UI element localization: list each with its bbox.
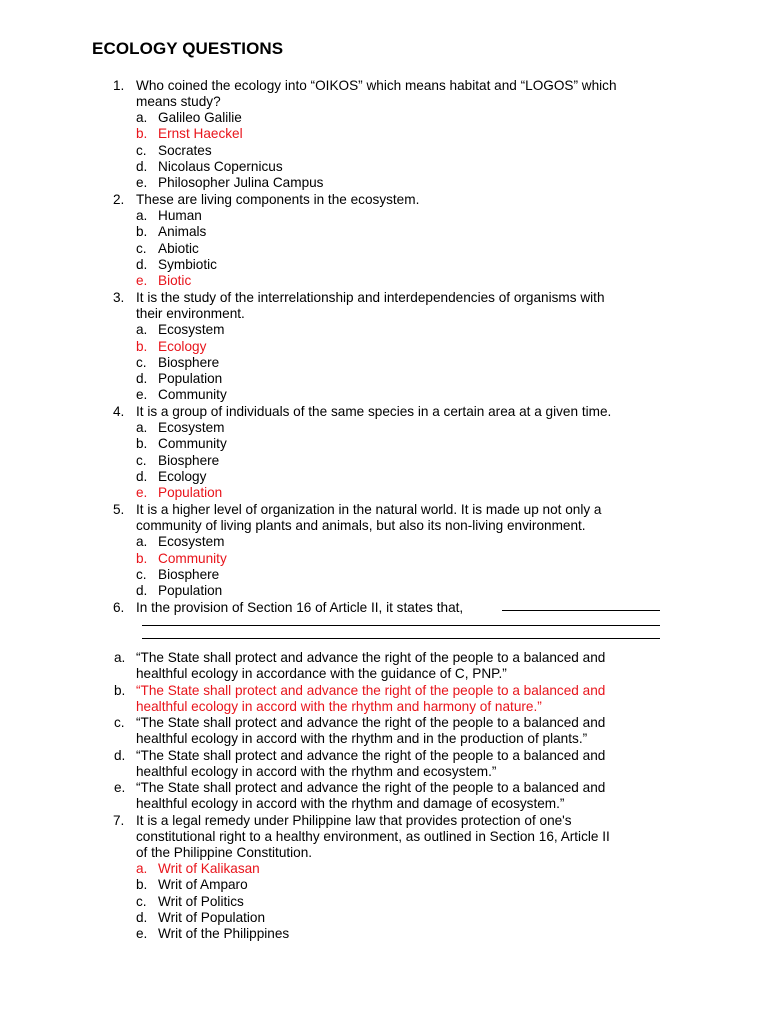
option-letter: c.	[136, 567, 147, 582]
question-number: 2.	[113, 192, 125, 207]
option-text: Philosopher Julina Campus	[158, 175, 324, 190]
option-letter: e.	[114, 780, 126, 795]
question-number: 7.	[113, 813, 125, 828]
option-letter: a.	[136, 110, 148, 125]
question-number: 6.	[113, 600, 125, 615]
answer-option-text: Community	[158, 551, 227, 566]
option-letter: c.	[114, 715, 125, 730]
question-text: It is a group of individuals of the same species in a certain area at a given time.	[136, 404, 612, 419]
question-text: It is a higher level of organization in the natural world. It is made up not only a	[136, 502, 602, 517]
option-text: Population	[158, 583, 223, 598]
option-letter: e.	[136, 387, 148, 402]
option-letter: d.	[136, 159, 148, 174]
answer-option-letter: a.	[136, 861, 148, 876]
option-letter: b.	[136, 224, 148, 239]
option-text: Human	[158, 208, 202, 223]
option-text: “The State shall protect and advance the right of the people to a balanced and	[136, 650, 606, 665]
answer-option-letter: b.	[136, 126, 148, 141]
option-text: Community	[158, 387, 227, 402]
answer-option-text: Population	[158, 485, 223, 500]
option-text: Animals	[158, 224, 207, 239]
option-letter: b.	[136, 877, 148, 892]
option-text: Ecology	[158, 469, 207, 484]
answer-option-letter: b.	[136, 339, 148, 354]
question-text: In the provision of Section 16 of Article II, it states that,	[136, 600, 464, 615]
page-title: ECOLOGY QUESTIONS	[92, 39, 284, 58]
answer-option-text: healthful ecology in accord with the rhythm and harmony of nature.”	[136, 699, 542, 714]
answer-option-text: Writ of Kalikasan	[158, 861, 260, 876]
option-letter: b.	[114, 683, 126, 698]
question-text: Who coined the ecology into “OIKOS” which means habitat and “LOGOS” which	[136, 78, 617, 93]
option-text: Socrates	[158, 143, 212, 158]
blank-line	[142, 638, 660, 639]
option-text: Biosphere	[158, 567, 220, 582]
answer-option-letter: e.	[136, 485, 148, 500]
question-number: 3.	[113, 290, 125, 305]
question-text: means study?	[136, 94, 221, 109]
question-number: 1.	[113, 78, 125, 93]
option-letter: a.	[136, 208, 148, 223]
answer-option-letter: e.	[136, 273, 148, 288]
option-letter: c.	[136, 355, 147, 370]
question-text: It is the study of the interrelationship and interdependencies of organisms with	[136, 290, 605, 305]
option-letter: b.	[136, 436, 148, 451]
option-text: healthful ecology in accord with the rhythm and damage of ecosystem.”	[136, 796, 565, 811]
option-text: “The State shall protect and advance the right of the people to a balanced and	[136, 748, 606, 763]
blank-line	[142, 625, 660, 626]
option-text: “The State shall protect and advance the right of the people to a balanced and	[136, 780, 606, 795]
option-text: Biosphere	[158, 453, 220, 468]
option-letter: a.	[114, 650, 126, 665]
option-text: healthful ecology in accord with the rhythm and in the production of plants.”	[136, 731, 588, 746]
option-text: Ecosystem	[158, 534, 225, 549]
option-text: Ecosystem	[158, 322, 225, 337]
option-letter: e.	[136, 926, 148, 941]
option-text: Symbiotic	[158, 257, 217, 272]
option-text: Writ of Amparo	[158, 877, 248, 892]
option-letter: e.	[136, 175, 148, 190]
option-letter: d.	[136, 371, 148, 386]
question-text: their environment.	[136, 306, 245, 321]
option-letter: c.	[136, 143, 147, 158]
option-text: Community	[158, 436, 227, 451]
option-letter: d.	[136, 469, 148, 484]
option-text: Biosphere	[158, 355, 220, 370]
question-text: constitutional right to a healthy environment, as outlined in Section 16, Article II	[136, 829, 610, 844]
option-text: Abiotic	[158, 241, 199, 256]
option-text: “The State shall protect and advance the right of the people to a balanced and	[136, 715, 606, 730]
option-letter: c.	[136, 894, 147, 909]
option-letter: c.	[136, 453, 147, 468]
option-letter: d.	[114, 748, 126, 763]
option-text: Population	[158, 371, 223, 386]
answer-option-text: Ernst Haeckel	[158, 126, 243, 141]
option-text: Galileo Galilie	[158, 110, 242, 125]
answer-option-text: Ecology	[158, 339, 207, 354]
option-text: healthful ecology in accord with the rhythm and ecosystem.”	[136, 764, 497, 779]
option-letter: c.	[136, 241, 147, 256]
option-letter: a.	[136, 322, 148, 337]
option-text: Writ of Politics	[158, 894, 244, 909]
option-text: Writ of Population	[158, 910, 266, 925]
question-number: 4.	[113, 404, 125, 419]
option-text: healthful ecology in accordance with the guidance of C, PNP.”	[136, 666, 507, 681]
option-text: Writ of the Philippines	[158, 926, 290, 941]
option-letter: d.	[136, 583, 148, 598]
option-letter: a.	[136, 534, 148, 549]
option-text: Ecosystem	[158, 420, 225, 435]
answer-option-letter: b.	[136, 551, 148, 566]
answer-option-text: “The State shall protect and advance the right of the people to a balanced and	[136, 683, 606, 698]
answer-option-text: Biotic	[158, 273, 192, 288]
question-text: It is a legal remedy under Philippine law that provides protection of one's	[136, 813, 572, 828]
question-text: of the Philippine Constitution.	[136, 845, 313, 860]
option-letter: a.	[136, 420, 148, 435]
question-text: These are living components in the ecosystem.	[136, 192, 420, 207]
option-letter: d.	[136, 910, 148, 925]
question-text: community of living plants and animals, but also its non-living environment.	[136, 518, 586, 533]
question-number: 5.	[113, 502, 125, 517]
option-letter: d.	[136, 257, 148, 272]
option-text: Nicolaus Copernicus	[158, 159, 283, 174]
blank-line	[502, 610, 660, 611]
